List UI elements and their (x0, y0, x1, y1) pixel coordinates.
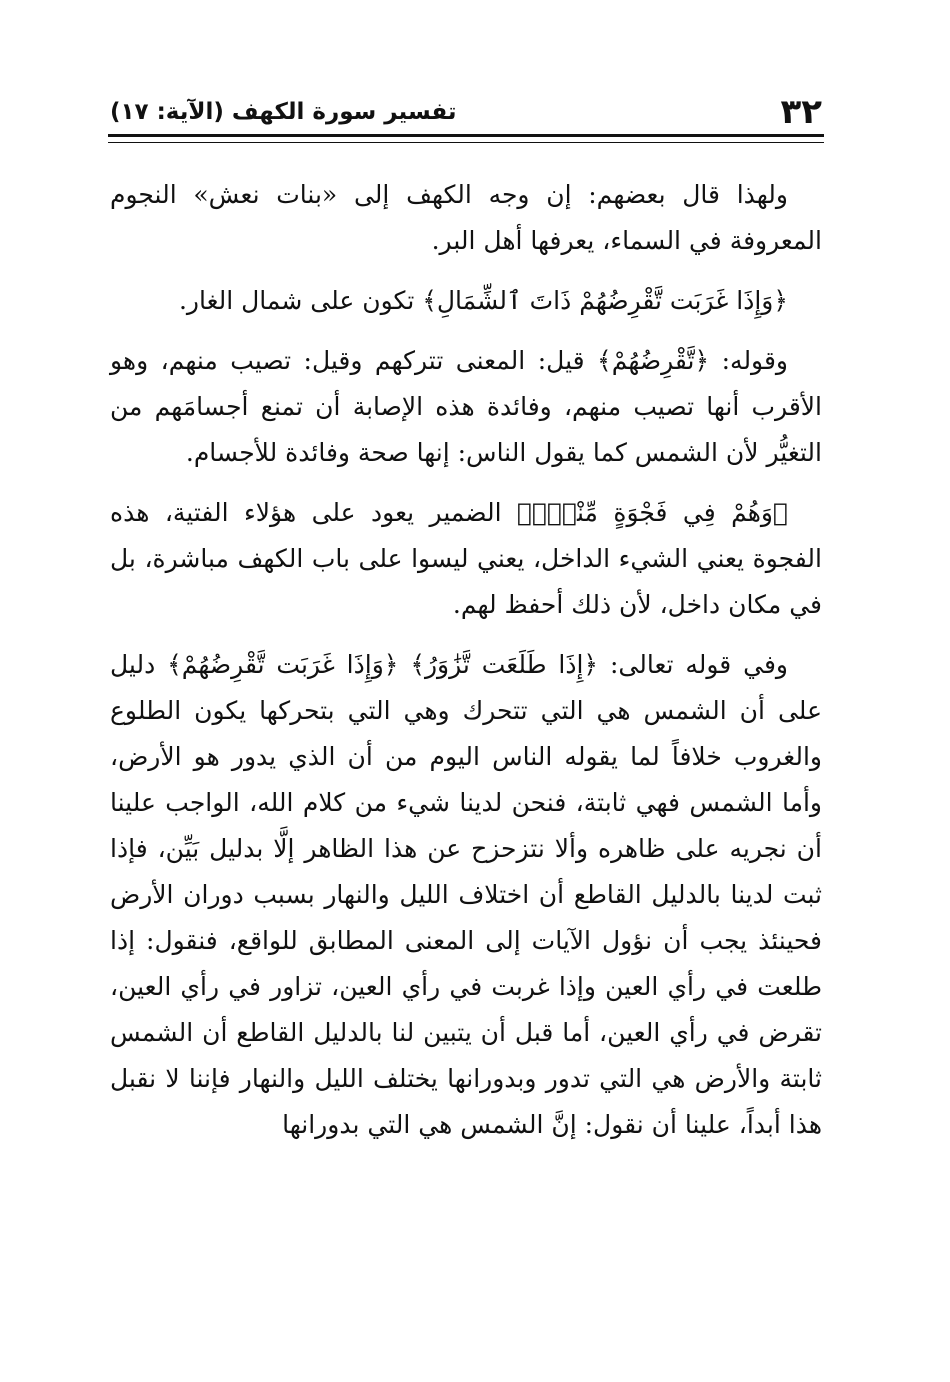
body-text (110, 172, 822, 1162)
page-header (110, 92, 822, 132)
paragraph-3: وقوله: ﴿تَّقْرِضُهُمْ﴾ قيل: المعنى تتركهم وقيل: تصيب منهم، وهو الأقرب أنها تصيب منهم، وفائدة هذه الإصابة أن تمنع أجسامَهم من التغيُّر لأن الشمس كما يقول الناس: إنها صحة وفائدة للأجسام. (110, 346, 822, 467)
paragraph-4: ﴿وَهُمْ فِي فَجْوَةٍ مِّنْهُۚ﴾ الضمير يعود على هؤلاء الفتية، هذه الفجوة يعني الشيء الداخل، يعني ليسوا على باب الكهف مباشرة، بل في مكان داخل، لأن ذلك أحفظ لهم. (110, 498, 822, 619)
paragraph-5: وفي قوله تعالى: ﴿إِذَا طَلَعَت تَّزَٰوَرُ﴾ ﴿وَإِذَا غَرَبَت تَّقْرِضُهُمْ﴾ دليل على أن الشمس هي التي تتحرك وهي التي بتحركها يكون الطلوع والغروب خلافاً لما يقوله الناس اليوم من أن الذي يدور هو الأرض، وأما الشمس فهي ثابتة، فنحن لدينا شيء من كلام الله، الواجب علينا أن نجريه على ظاهره وألا نتزحزح عن هذا الظاهر إلَّا بدليل بَيِّن، فإذا ثبت لدينا بالدليل القاطع أن اختلاف الليل والنهار بسبب دوران الأرض فحينئذ يجب أن نؤول الآيات إلى المعنى المطابق للواقع، فنقول: إذا طلعت في رأي العين وإذا غربت في رأي العين، تزاور في رأي العين، تقرض في رأي العين، أما قبل أن يتبين لنا بالدليل القاطع أن الشمس ثابتة والأرض هي التي تدور وبدورانها يختلف الليل والنهار فإننا لا نقبل هذا أبداً، علينا أن نقول: إنَّ الشمس هي التي بدورانها (110, 650, 822, 1139)
header-rule-thin (108, 142, 824, 143)
paragraph-2: ﴿وَإِذَا غَرَبَت تَّقْرِضُهُمْ ذَاتَ ٱلشِّمَالِ﴾ تكون على شمال الغار. (178, 286, 788, 315)
paragraph-1: ولهذا قال بعضهم: إن وجه الكهف إلى «بنات نعش» النجوم المعروفة في السماء، يعرفها أهل البر. (110, 180, 822, 255)
running-title: تفسير سورة الكهف (الآية: ١٧) (110, 99, 457, 125)
header-rule-thick (108, 134, 824, 137)
page-number: ٣٢ (780, 92, 822, 132)
